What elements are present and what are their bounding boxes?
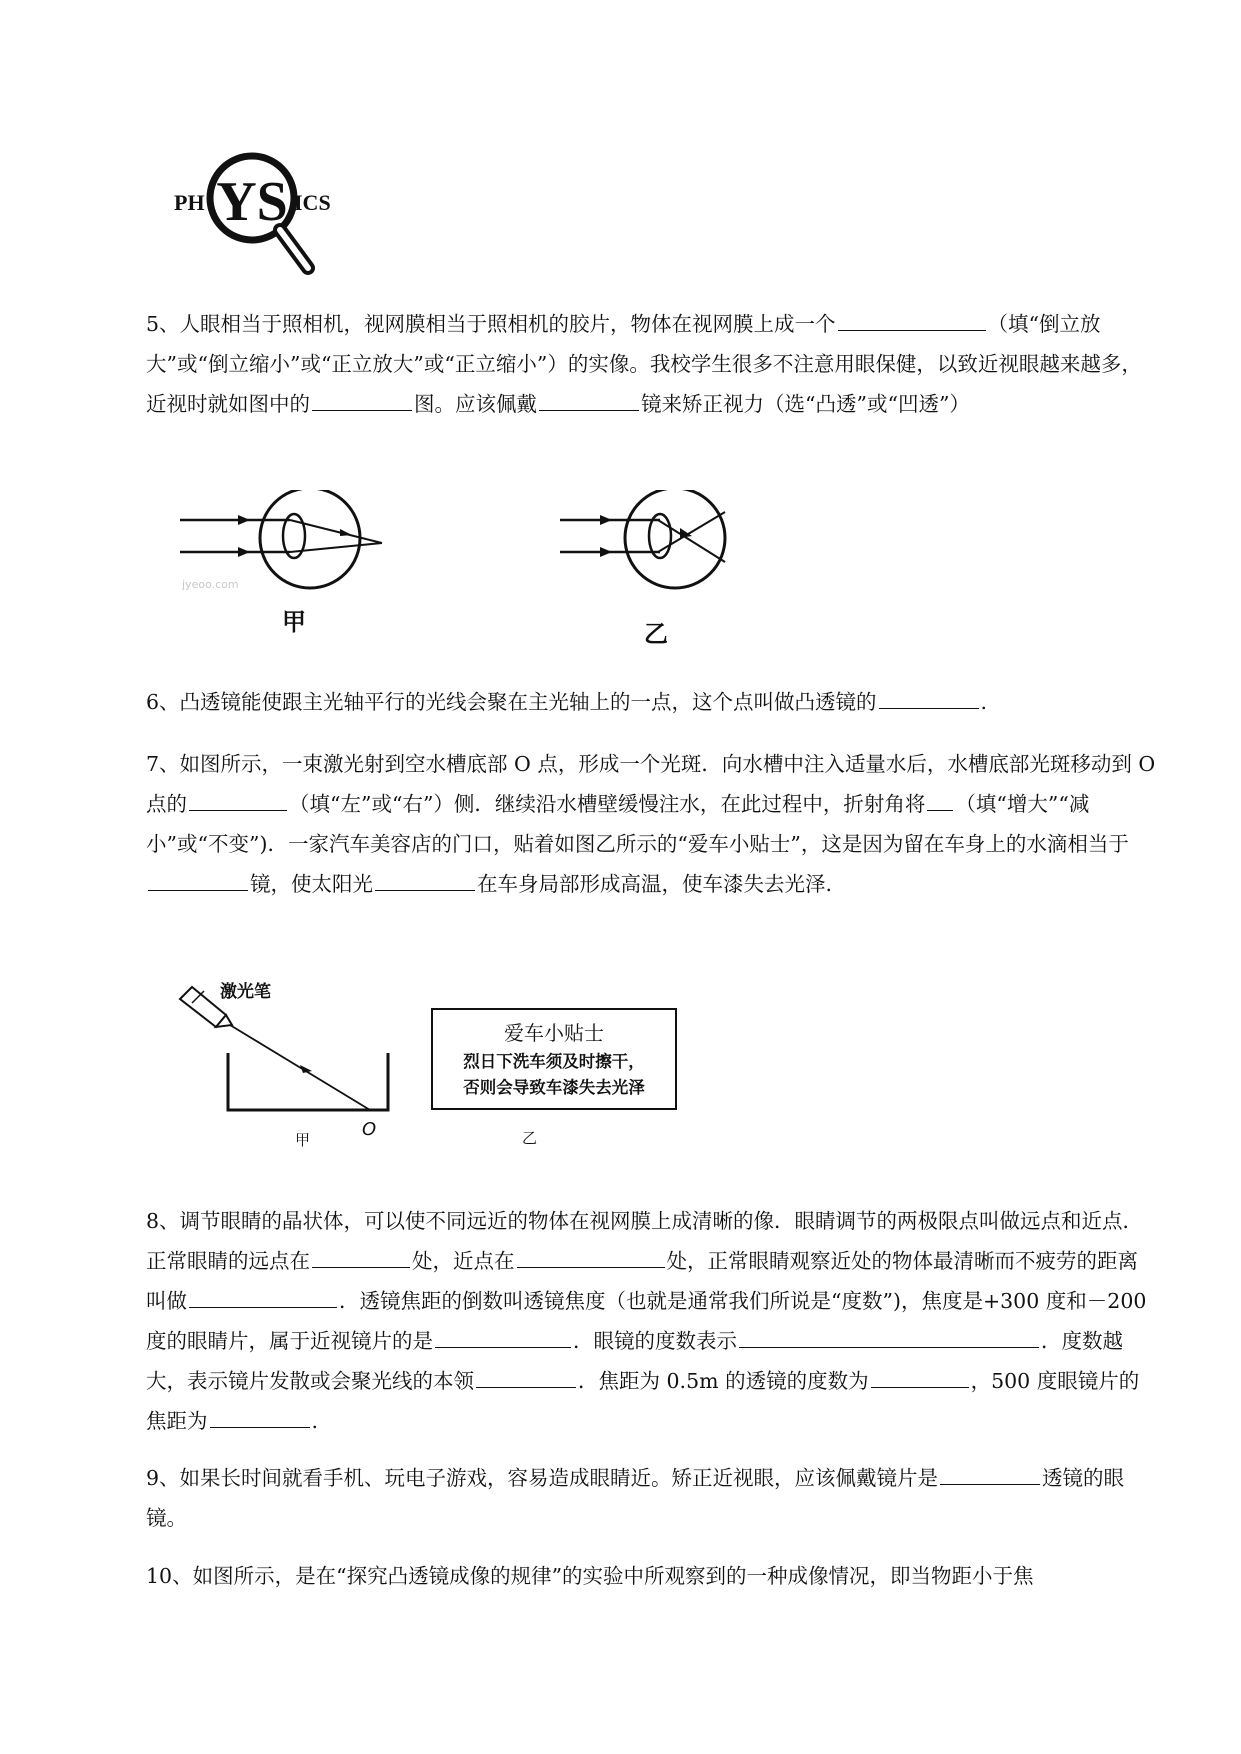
physics-logo bbox=[172, 150, 332, 280]
answer-blank[interactable] bbox=[539, 409, 639, 411]
answer-blank[interactable] bbox=[927, 809, 953, 811]
eye-figure-b bbox=[560, 490, 725, 648]
answer-blank[interactable] bbox=[739, 1346, 1039, 1348]
answer-blank[interactable] bbox=[189, 1306, 337, 1308]
question-10: 10、如图所示，是在“探究凸透镜成像的规律”的实验中所观察到的一种成像情况，即当物距小于焦 bbox=[146, 1564, 1034, 1588]
question-5: 5、人眼相当于照相机，视网膜相当于照相机的胶片，物体在视网膜上成一个 （填“倒立放大”或“倒立缩小”或“正立放大”或“正立缩小”）的实像。我校学生很多不注意用眼保健，以致近视眼越来越多，近视时就如图中的 图。应该佩戴 镜来矫正视力（选“凸透”或“凹透”） bbox=[146, 312, 1142, 416]
question-9: 9、如果长时间就看手机、玩电子游戏，容易造成眼睛近。矫正近视眼，应该佩戴镜片是 透镜的眼镜。 bbox=[146, 1466, 1125, 1530]
answer-blank[interactable] bbox=[838, 329, 986, 331]
card-line-2: 否则会导致车漆失去光泽 bbox=[463, 1078, 645, 1097]
answer-blank[interactable] bbox=[210, 1426, 310, 1428]
laser-pen-label: 激光笔 bbox=[220, 982, 271, 1002]
laser-figure-a bbox=[180, 981, 388, 1149]
answer-blank[interactable] bbox=[375, 889, 475, 891]
answer-blank[interactable] bbox=[517, 1266, 665, 1268]
answer-blank[interactable] bbox=[435, 1346, 571, 1348]
point-o-label: O bbox=[362, 1119, 377, 1140]
answer-blank[interactable] bbox=[871, 1386, 969, 1388]
card-title: 爱车小贴士 bbox=[504, 1021, 604, 1045]
answer-blank[interactable] bbox=[189, 809, 287, 811]
answer-blank[interactable] bbox=[476, 1386, 576, 1388]
eye-diagram bbox=[170, 490, 750, 650]
answer-blank[interactable] bbox=[312, 1266, 410, 1268]
eye-figure-a bbox=[180, 490, 382, 636]
answer-blank[interactable] bbox=[148, 889, 248, 891]
answer-blank[interactable] bbox=[940, 1483, 1040, 1485]
eye-label-a: 甲 bbox=[282, 608, 306, 636]
question-6: 6、凸透镜能使跟主光轴平行的光线会聚在主光轴上的一点，这个点叫做凸透镜的 . bbox=[146, 690, 988, 714]
laser-label-b: 乙 bbox=[522, 1129, 538, 1147]
logo-text-left: PH bbox=[174, 190, 205, 215]
car-tips-card bbox=[432, 1009, 676, 1147]
logo-text-right: ICS bbox=[294, 190, 331, 215]
card-line-1: 烈日下洗车须及时擦干， bbox=[463, 1052, 645, 1071]
logo-text-middle: YS bbox=[216, 171, 288, 233]
eye-label-b: 乙 bbox=[644, 620, 668, 648]
answer-blank[interactable] bbox=[312, 409, 412, 411]
laser-water-tank-diagram bbox=[170, 975, 690, 1155]
watermark-text: jyeoo.com bbox=[182, 578, 239, 591]
question-7: 7、如图所示，一束激光射到空水槽底部 O 点，形成一个光斑．向水槽中注入适量水后，水槽底部光斑移动到 O 点的 （填“左”或“右”）侧．继续沿水槽壁缓慢注水，在此过程中，折射角将 （填“增大”“减小”或“不变”)．一家汽车美容店的门口，贴着如图乙所示的“爱车小贴士”，这是因为留在车身上的水滴相当于镜，使太阳光 在车身局部形成高温，使车漆失去光泽. bbox=[146, 752, 1156, 896]
answer-blank[interactable] bbox=[879, 707, 979, 709]
laser-label-a: 甲 bbox=[295, 1131, 311, 1149]
question-8: 8、调节眼睛的晶状体，可以使不同远近的物体在视网膜上成清晰的像．眼睛调节的两极限点叫做远点和近点．正常眼睛的远点在 处，近点在 处，正常眼睛观察近处的物体最清晰而不疲劳的距离叫做 ．透镜焦距的倒数叫透镜焦度（也就是通常我们所说是“度数”)，焦度是+300 度和－200 度的眼睛片，属于近视镜片的是 ．眼镜的度数表示 ．度数越大，表示镜片发散或会聚光线的本领 ．焦距为 0.5m 的透镜的度数为 ，500 度眼镜片的焦距为 . bbox=[146, 1209, 1147, 1433]
